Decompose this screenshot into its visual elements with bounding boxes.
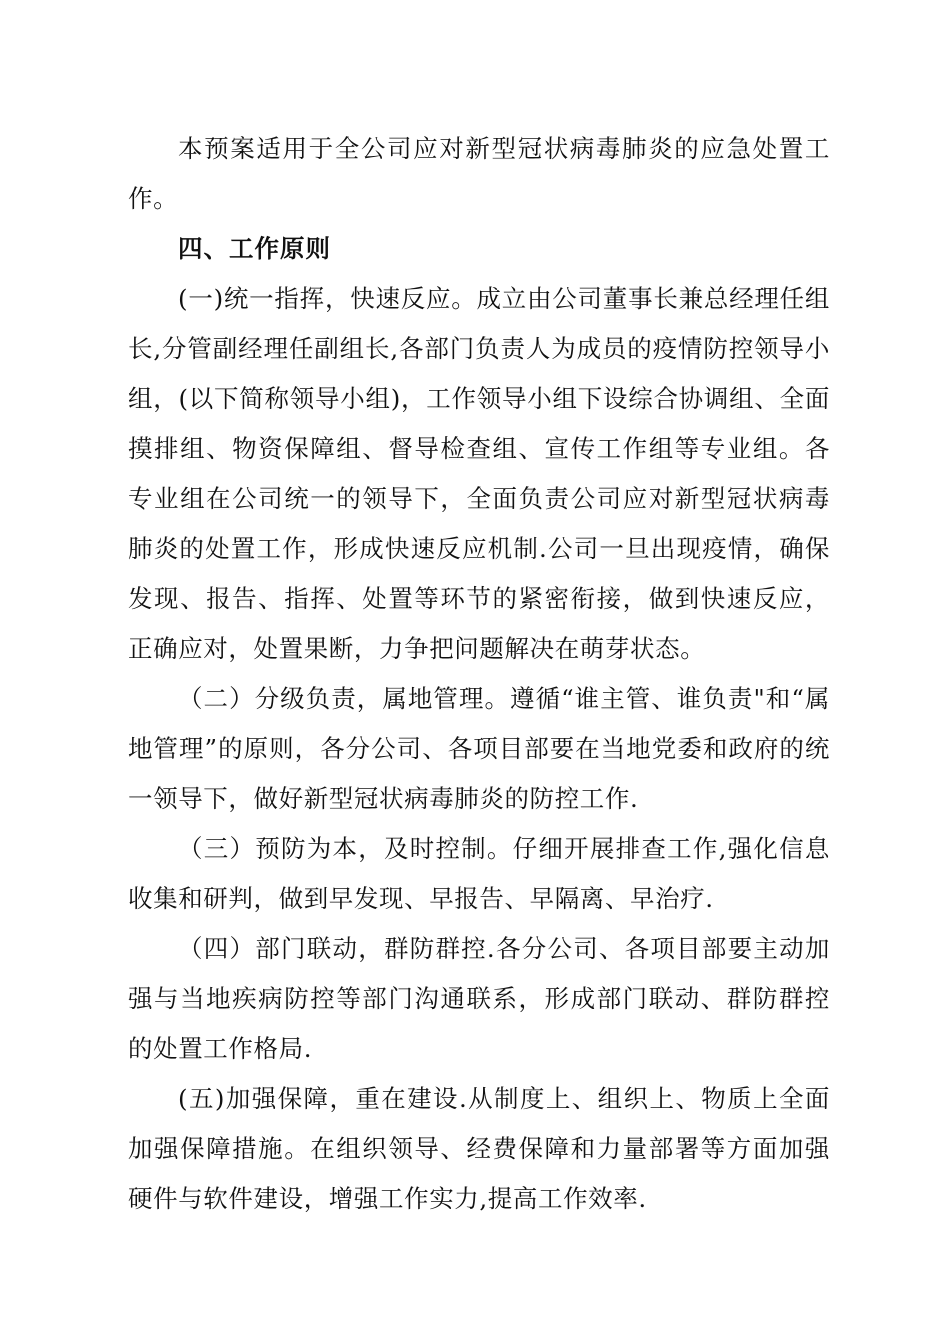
section-heading-principles: 四、工作原则 <box>178 234 331 263</box>
paragraph-principle-1: (一)统一指挥，快速反应。成立由公司董事长兼总经理任组长,分管副经理任副组长,各部门负责人为成员的疫情防控领导小组，(以下简称领导小组)，工作领导小组下设综合协调组、全面摸排组、物资保障组、督导检查组、宣传工作组等专业组。各专业组在公司统一的领导下，全面负责公司应对新型冠状病毒肺炎的处置工作，形成快速反应机制.公司一旦出现疫情，确保发现、报告、指挥、处置等环节的紧密衔接，做到快速反应，正确应对，处置果断，力争把问题解决在萌芽状态。 <box>128 284 830 663</box>
paragraph-principle-5: (五)加强保障，重在建设.从制度上、组织上、物质上全面加强保障措施。在组织领导、经费保障和力量部署等方面加强硬件与软件建设，增强工作实力,提高工作效率. <box>128 1084 830 1213</box>
paragraph-principle-2: （二）分级负责，属地管理。遵循“谁主管、谁负责"和“属地管理”的原则，各分公司、各项目部要在当地党委和政府的统一领导下，做好新型冠状病毒肺炎的防控工作. <box>128 684 830 813</box>
paragraph-principle-4: （四）部门联动，群防群控.各分公司、各项目部要主动加强与当地疾病防控等部门沟通联系，形成部门联动、群防群控的处置工作格局. <box>128 934 830 1063</box>
paragraph-scope: 本预案适用于全公司应对新型冠状病毒肺炎的应急处置工作。 <box>128 134 830 213</box>
document-body <box>128 124 830 1224</box>
paragraph-principle-3: （三）预防为本，及时控制。仔细开展排查工作,强化信息收集和研判，做到早发现、早报告、早隔离、早治疗. <box>128 834 830 913</box>
